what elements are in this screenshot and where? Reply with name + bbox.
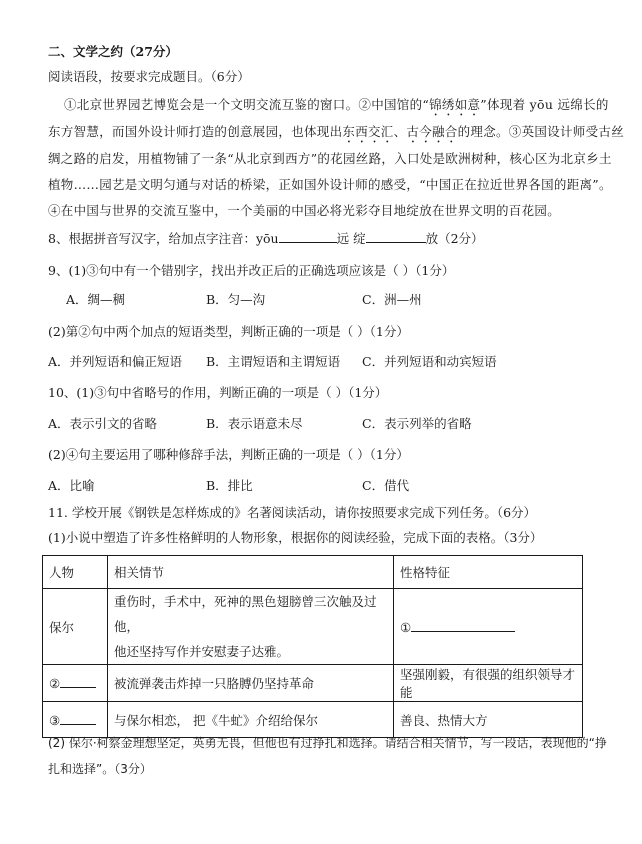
q8-text: 8、根据拼音写汉字，给加点字注音：yōu <box>48 231 279 246</box>
q8-blank-1[interactable] <box>279 230 337 243</box>
person-cell <box>43 702 108 738</box>
table-header-row <box>43 556 583 589</box>
table-row <box>43 589 583 665</box>
passage-text: 的理念。③英国设计师受古丝 <box>457 124 625 139</box>
passage-line-4: 植物……园艺是文明匀通与对话的桥梁，正如国外设计师的感受，“中国正在拉近世界各国的距离”。 <box>48 177 612 192</box>
question-11-1: (1)小说中塑造了许多性格鲜明的人物形象，根据你的阅读经验，完成下面的表格。（3分） <box>48 530 543 545</box>
question-10-2: (2)④句主要运用了哪种修辞手法，判断正确的一项是（ ）（1分） <box>48 447 409 462</box>
q9-2-option-a[interactable]: A．并列短语和偏正短语 <box>48 354 183 369</box>
passage-line-5: ④在中国与世界的交流互鉴中，一个美丽的中国必将光彩夺目地绽放在世界文明的百花园。 <box>48 203 561 218</box>
trait-cell: 坚强刚毅，有很强的组织领导才能 <box>394 665 583 702</box>
question-8 <box>48 230 484 247</box>
q9-2-option-c[interactable]: C．并列短语和动宾短语 <box>362 354 497 369</box>
q10-1-option-a[interactable]: A．表示引文的省略 <box>48 416 158 431</box>
q10-2-option-a[interactable]: A．比喻 <box>48 478 95 493</box>
plot-line: 重伤时，手术中，死神的黑色翅膀曾三次触及过他， <box>114 594 377 634</box>
dotted-phrase: 东西交汇、古今融合 <box>342 124 458 139</box>
header-trait: 性格特征 <box>394 556 583 589</box>
trait-cell: 善良、热情大方 <box>394 702 583 738</box>
passage-text: 东方智慧，而国外设计师打造的创意展园，也体现出 <box>48 124 343 139</box>
passage-text: ”体现着 yōu 远绵长的 <box>480 97 609 112</box>
q10-1-option-b[interactable]: B．表示语意未尽 <box>206 416 303 431</box>
question-9-2: (2)第②句中两个加点的短语类型，判断正确的一项是（ ）（1分） <box>48 324 409 339</box>
question-11-2-line-1: (2) 保尔·柯察金理想坚定，英勇无畏，但他也有过挣扎和选择。请结合相关情节，写一段话，表现他的“挣 <box>48 736 607 750</box>
q8-text: 远 绽 <box>336 231 366 246</box>
question-11: 11. 学校开展《钢铁是怎样炼成的》名著阅读活动，请你按照要求完成下列任务。（6分） <box>48 505 537 520</box>
instruction-text: 阅读语段，按要求完成题目。（6分） <box>48 69 250 84</box>
trait-cell <box>394 589 583 665</box>
q8-text: 放（2分） <box>425 231 484 246</box>
passage-line-3: 绸之路的启发，用植物铺了一条“从北京到西方”的花园丝路，入口处是欧洲树种，核心区为北京乡土 <box>48 151 612 166</box>
question-10-1: 10、(1)③句中省略号的作用，判断正确的一项是（ ）（1分） <box>48 385 388 400</box>
table-row <box>43 665 583 702</box>
character-table <box>42 555 583 738</box>
plot-line: 他还坚持写作并安慰妻子达雅。 <box>114 644 290 659</box>
header-person: 人物 <box>43 556 108 589</box>
question-11-2-line-2: 扎和选择”。（3分） <box>48 762 152 776</box>
header-plot: 相关情节 <box>108 556 394 589</box>
passage-line-1 <box>64 97 609 119</box>
q9-1-option-c[interactable]: C．洲—州 <box>362 292 422 307</box>
plot-cell: 与保尔相恋， 把《牛虻》介绍给保尔 <box>108 702 394 738</box>
person-marker: ② <box>49 676 61 691</box>
person-marker: ③ <box>49 712 61 728</box>
person-cell <box>43 665 108 702</box>
dotted-phrase: 锦绣如意 <box>429 97 481 112</box>
passage-line-2 <box>48 124 624 146</box>
person-cell: 保尔 <box>43 589 108 665</box>
q9-1-option-a[interactable]: A．绸—稠 <box>66 292 126 307</box>
person-blank[interactable] <box>60 675 96 688</box>
trait-blank[interactable] <box>411 619 515 632</box>
section-title: 二、文学之约（27分） <box>48 44 178 59</box>
question-9-1: 9、(1)③句中有一个错别字，找出并改正后的正确选项应该是（ ）（1分） <box>48 263 455 278</box>
passage-text: ①北京世界园艺博览会是一个文明交流互鉴的窗口。②中国馆的“ <box>64 97 430 112</box>
q10-2-option-c[interactable]: C．借代 <box>362 478 410 493</box>
q10-1-option-c[interactable]: C．表示列举的省略 <box>362 416 472 431</box>
q9-2-option-b[interactable]: B．主谓短语和主谓短语 <box>206 354 341 369</box>
table-row <box>43 702 583 738</box>
plot-cell: 被流弹袭击炸掉一只胳膊仍坚持革命 <box>108 665 394 702</box>
person-blank[interactable] <box>60 712 96 725</box>
q8-blank-2[interactable] <box>366 230 426 243</box>
q9-1-option-b[interactable]: B．匀—沟 <box>206 292 266 307</box>
plot-cell <box>108 589 394 665</box>
trait-marker: ① <box>400 619 412 635</box>
q10-2-option-b[interactable]: B．排比 <box>206 478 253 493</box>
